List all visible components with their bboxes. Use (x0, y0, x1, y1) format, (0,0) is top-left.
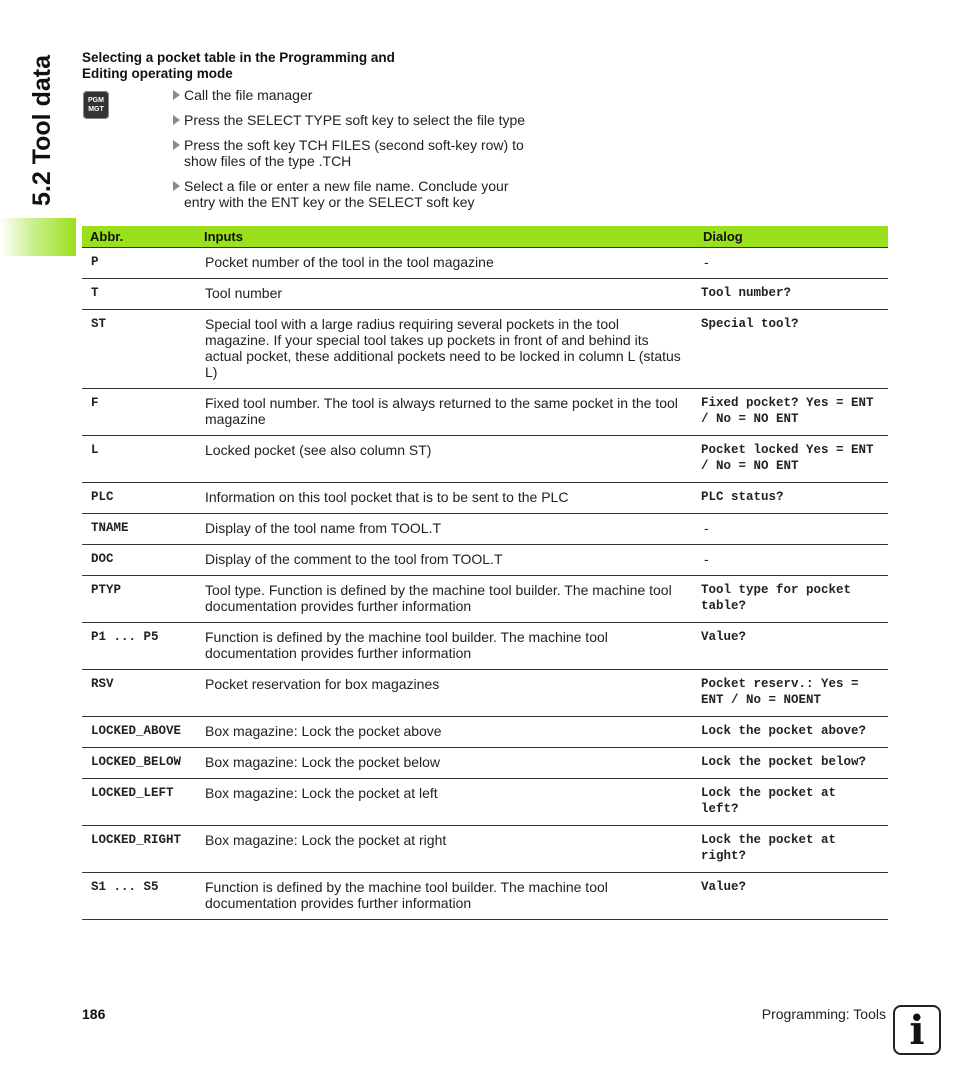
abbr-cell: PTYP (82, 576, 196, 623)
dialog-cell: Lock the pocket at right? (695, 826, 888, 873)
input-cell: Function is defined by the machine tool builder. The machine tool documentation provides further information (196, 873, 695, 920)
abbr-cell: LOCKED_LEFT (82, 779, 196, 826)
instruction-step (172, 112, 552, 128)
dialog-cell: Lock the pocket below? (695, 748, 888, 779)
arrow-bullet-icon (173, 140, 180, 150)
input-cell: Box magazine: Lock the pocket above (196, 717, 695, 748)
table-row (82, 248, 888, 279)
input-cell: Box magazine: Lock the pocket at right (196, 826, 695, 873)
dialog-cell: Special tool? (695, 310, 888, 389)
abbr-cell: TNAME (82, 514, 196, 545)
dialog-cell: Pocket reserv.: Yes = ENT / No = NOENT (695, 670, 888, 717)
table-row (82, 826, 888, 873)
footer-section-title: Programming: Tools (761, 1006, 886, 1022)
pgm-key-label-2: MGT (88, 106, 104, 113)
dialog-cell: Pocket locked Yes = ENT / No = NO ENT (695, 436, 888, 483)
instruction-step-text: Select a file or enter a new file name. Conclude your (184, 178, 509, 194)
dialog-cell: Tool number? (695, 279, 888, 310)
input-cell: Function is defined by the machine tool builder. The machine tool documentation provides further information (196, 623, 695, 670)
table-header-row (82, 226, 888, 248)
dialog-cell: PLC status? (695, 483, 888, 514)
instruction-step-text: show files of the type .TCH (184, 153, 352, 169)
arrow-bullet-icon (173, 90, 180, 100)
dialog-cell: Lock the pocket at left? (695, 779, 888, 826)
dialog-cell: - (695, 248, 888, 279)
table-row (82, 310, 888, 389)
table-row (82, 623, 888, 670)
input-cell: Box magazine: Lock the pocket below (196, 748, 695, 779)
table-row (82, 873, 888, 920)
table-row (82, 779, 888, 826)
table-body (82, 248, 888, 920)
instruction-step (172, 178, 552, 210)
abbr-cell: ST (82, 310, 196, 389)
instruction-step-text: entry with the ENT key or the SELECT soft key (184, 194, 475, 210)
table-row (82, 576, 888, 623)
input-cell: Tool number (196, 279, 695, 310)
input-cell: Tool type. Function is defined by the machine tool builder. The machine tool documentation provides further information (196, 576, 695, 623)
input-cell: Special tool with a large radius requiring several pockets in the tool magazine. If your special tool takes up pockets in front of and behind its actual pocket, these additional pockets need to be locked in column L (status L) (196, 310, 695, 389)
dialog-cell: Lock the pocket above? (695, 717, 888, 748)
abbr-cell: LOCKED_ABOVE (82, 717, 196, 748)
abbr-cell: L (82, 436, 196, 483)
side-chapter-title-text: 5.2 Tool data (27, 55, 56, 206)
instruction-step-text: Call the file manager (184, 87, 313, 103)
input-cell: Fixed tool number. The tool is always returned to the same pocket in the tool magazine (196, 389, 695, 436)
chapter-tab (0, 218, 76, 256)
abbr-cell: F (82, 389, 196, 436)
abbr-cell: LOCKED_RIGHT (82, 826, 196, 873)
input-cell: Locked pocket (see also column ST) (196, 436, 695, 483)
instruction-step (172, 137, 552, 169)
section-heading-line-1: Selecting a pocket table in the Programming and (82, 50, 395, 65)
table-row (82, 514, 888, 545)
side-chapter-title (28, 48, 56, 213)
pocket-table (82, 226, 888, 920)
table-row (82, 545, 888, 576)
abbr-cell: PLC (82, 483, 196, 514)
pgm-key-label-1: PGM (88, 97, 104, 104)
info-icon: i (893, 1005, 941, 1055)
dialog-cell: Value? (695, 623, 888, 670)
page-number: 186 (82, 1006, 106, 1022)
table-row (82, 483, 888, 514)
table-row (82, 279, 888, 310)
abbr-cell: S1 ... S5 (82, 873, 196, 920)
dialog-cell: Tool type for pocket table? (695, 576, 888, 623)
instruction-step-text: Press the SELECT TYPE soft key to select the file type (184, 112, 526, 128)
table-row (82, 436, 888, 483)
dialog-cell: - (695, 514, 888, 545)
table-row (82, 670, 888, 717)
instruction-steps (172, 87, 552, 219)
instruction-step-text: Press the soft key TCH FILES (second soft-key row) to (184, 137, 524, 153)
table-row (82, 389, 888, 436)
input-cell: Display of the tool name from TOOL.T (196, 514, 695, 545)
header-inputs: Inputs (196, 226, 695, 248)
dialog-cell: Value? (695, 873, 888, 920)
arrow-bullet-icon (173, 115, 180, 125)
abbr-cell: DOC (82, 545, 196, 576)
instruction-step (172, 87, 552, 103)
dialog-cell: - (695, 545, 888, 576)
dialog-cell: Fixed pocket? Yes = ENT / No = NO ENT (695, 389, 888, 436)
table-row (82, 717, 888, 748)
section-heading (82, 50, 502, 82)
abbr-cell: T (82, 279, 196, 310)
input-cell: Pocket number of the tool in the tool magazine (196, 248, 695, 279)
table-row (82, 748, 888, 779)
input-cell: Information on this tool pocket that is to be sent to the PLC (196, 483, 695, 514)
abbr-cell: RSV (82, 670, 196, 717)
input-cell: Display of the comment to the tool from TOOL.T (196, 545, 695, 576)
section-heading-line-2: Editing operating mode (82, 66, 233, 81)
abbr-cell: LOCKED_BELOW (82, 748, 196, 779)
pgm-mgt-key-icon (83, 91, 109, 119)
header-abbr: Abbr. (82, 226, 196, 248)
input-cell: Pocket reservation for box magazines (196, 670, 695, 717)
arrow-bullet-icon (173, 181, 180, 191)
abbr-cell: P (82, 248, 196, 279)
abbr-cell: P1 ... P5 (82, 623, 196, 670)
input-cell: Box magazine: Lock the pocket at left (196, 779, 695, 826)
header-dialog: Dialog (695, 226, 888, 248)
